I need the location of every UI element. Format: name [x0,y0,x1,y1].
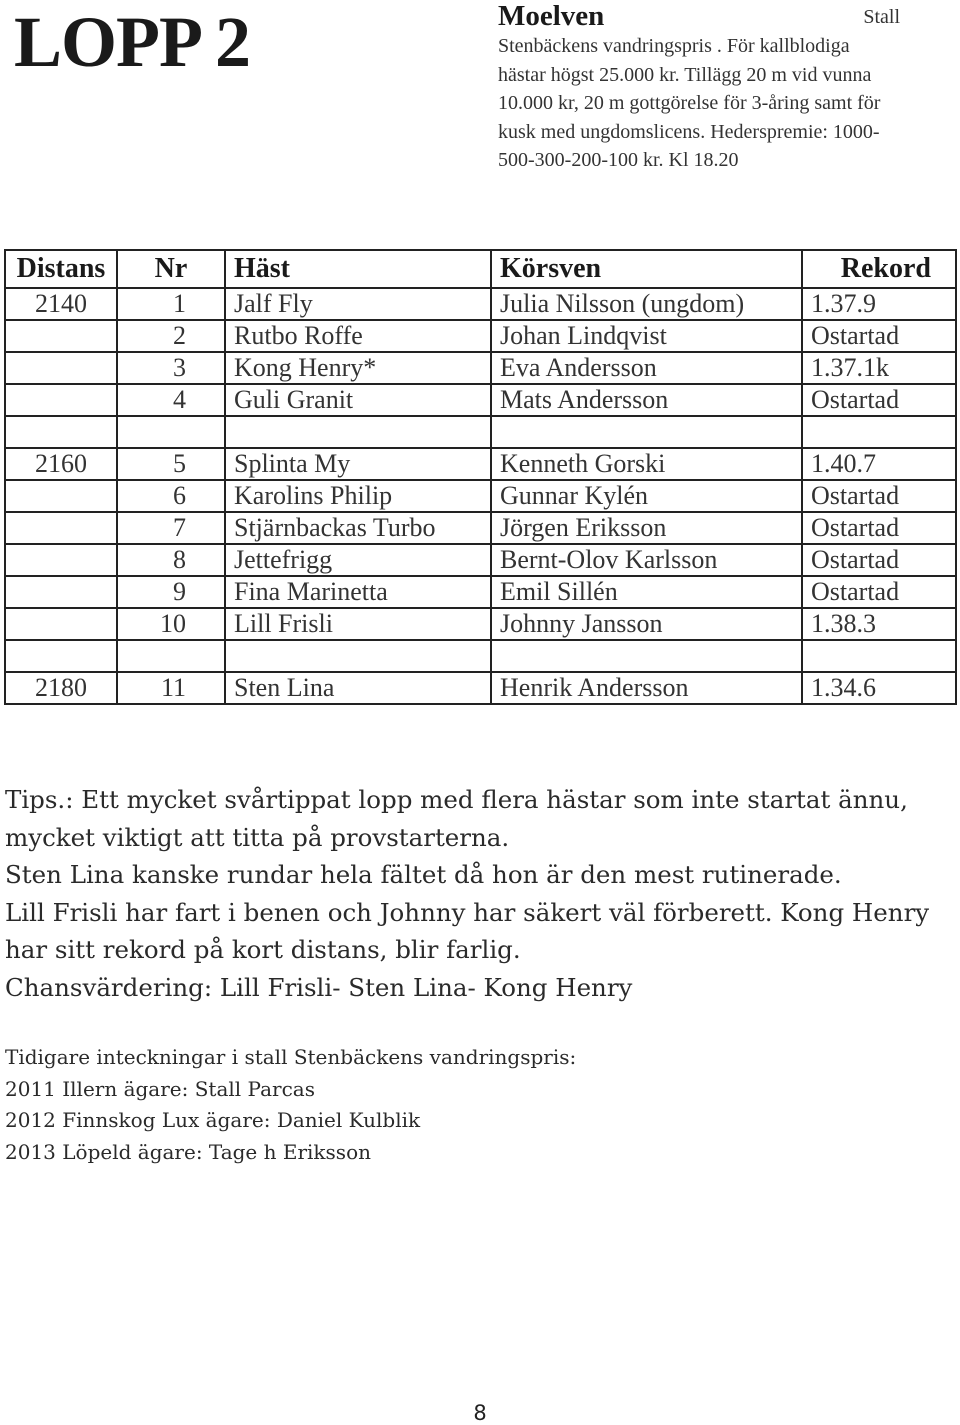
cell-nr: 3 [117,352,225,384]
race-header [498,0,940,175]
table-row [5,288,956,320]
table-row [5,576,956,608]
cell-nr: 7 [117,512,225,544]
cell-korsven [491,640,802,672]
cell-hast: Fina Marinetta [225,576,491,608]
header-distans: Distans [5,250,117,288]
venue-name: Moelven [498,0,605,32]
table-row [5,608,956,640]
cell-distans [5,608,117,640]
cell-nr: 2 [117,320,225,352]
cell-rekord: Ostartad [802,320,956,352]
race-description: Stenbäckens vandringspris . För kallblodiga hästar högst 25.000 kr. Tillägg 20 m vid vunna 10.000 kr, 20 m gottgörelse för 3-åring samt för kusk med ungdomslicens. Hederspremie: 1000- 500-300-200-100 kr. Kl 18.20 [498,35,881,171]
table-row [5,640,956,672]
table-row [5,352,956,384]
tips-line: Tips.: Ett mycket svårtippat lopp med flera hästar som inte startat ännu, [5,785,908,814]
cell-distans [5,352,117,384]
table-row [5,448,956,480]
cell-hast: Lill Frisli [225,608,491,640]
table-row [5,320,956,352]
cell-rekord: Ostartad [802,384,956,416]
tips-line: mycket viktigt att titta på provstarterna. [5,822,510,852]
cell-rekord: Ostartad [802,480,956,512]
tips-line: Sten Lina kanske rundar hela fältet då hon är den mest rutinerade. [5,860,842,890]
cell-distans [5,512,117,544]
cell-korsven: Johan Lindqvist [491,320,802,352]
table-row [5,672,956,704]
cell-hast [225,416,491,448]
history-section [5,1042,576,1168]
cell-nr: 4 [117,384,225,416]
cell-hast: Jalf Fly [225,288,491,320]
cell-rekord: 1.38.3 [802,608,956,640]
cell-rekord: 1.37.1k [802,352,956,384]
cell-korsven: Johnny Jansson [491,608,802,640]
tips-section [5,781,955,1007]
cell-distans [5,544,117,576]
cell-nr: 9 [117,576,225,608]
tips-line: Chansvärdering: Lill Frisli- Sten Lina- Kong Henry [5,972,633,1002]
cell-hast: Splinta My [225,448,491,480]
table-row [5,384,956,416]
cell-korsven: Mats Andersson [491,384,802,416]
cell-nr [117,416,225,448]
history-line: 2013 Löpeld ägare: Tage h Eriksson [5,1139,371,1164]
table-row [5,544,956,576]
table-row [5,512,956,544]
cell-hast [225,640,491,672]
header-korsven: Körsven [491,250,802,288]
cell-hast: Karolins Philip [225,480,491,512]
cell-korsven: Bernt-Olov Karlsson [491,544,802,576]
cell-nr [117,640,225,672]
cell-hast: Kong Henry* [225,352,491,384]
cell-distans [5,480,117,512]
cell-rekord: 1.34.6 [802,672,956,704]
cell-rekord: 1.40.7 [802,448,956,480]
cell-korsven: Gunnar Kylén [491,480,802,512]
cell-korsven: Julia Nilsson (ungdom) [491,288,802,320]
stall-label: Stall [863,6,900,28]
cell-nr: 1 [117,288,225,320]
cell-korsven: Eva Andersson [491,352,802,384]
tips-line: har sitt rekord på kort distans, blir farlig. [5,935,521,965]
cell-korsven: Kenneth Gorski [491,448,802,480]
cell-distans [5,576,117,608]
race-title: LOPP 2 [14,2,251,82]
cell-hast: Stjärnbackas Turbo [225,512,491,544]
cell-rekord: Ostartad [802,512,956,544]
cell-hast: Rutbo Roffe [225,320,491,352]
cell-nr: 5 [117,448,225,480]
cell-rekord: 1.37.9 [802,288,956,320]
cell-hast: Jettefrigg [225,544,491,576]
cell-rekord: Ostartad [802,544,956,576]
cell-distans [5,320,117,352]
cell-korsven: Jörgen Eriksson [491,512,802,544]
start-list-table [4,249,957,705]
cell-distans: 2180 [5,672,117,704]
tips-line: Lill Frisli har fart i benen och Johnny har säkert väl förberett. Kong Henry [5,897,930,927]
cell-hast: Sten Lina [225,672,491,704]
cell-rekord [802,416,956,448]
cell-distans [5,416,117,448]
table-row [5,416,956,448]
cell-nr: 8 [117,544,225,576]
cell-nr: 11 [117,672,225,704]
table-header-row [5,250,956,288]
cell-korsven: Emil Sillén [491,576,802,608]
page-number: 8 [473,1401,487,1425]
cell-rekord [802,640,956,672]
cell-distans: 2160 [5,448,117,480]
cell-korsven [491,416,802,448]
header-nr: Nr [117,250,225,288]
history-heading: Tidigare inteckningar i stall Stenbäckens vandringspris: [5,1045,577,1069]
history-line: 2011 Illern ägare: Stall Parcas [5,1076,315,1101]
cell-distans [5,640,117,672]
header-hast: Häst [225,250,491,288]
cell-distans [5,384,117,416]
cell-rekord: Ostartad [802,576,956,608]
cell-distans: 2140 [5,288,117,320]
cell-nr: 6 [117,480,225,512]
cell-korsven: Henrik Andersson [491,672,802,704]
cell-hast: Guli Granit [225,384,491,416]
table-row [5,480,956,512]
cell-nr: 10 [117,608,225,640]
history-line: 2012 Finnskog Lux ägare: Daniel Kulblik [5,1108,421,1132]
header-rekord: Rekord [802,250,956,288]
